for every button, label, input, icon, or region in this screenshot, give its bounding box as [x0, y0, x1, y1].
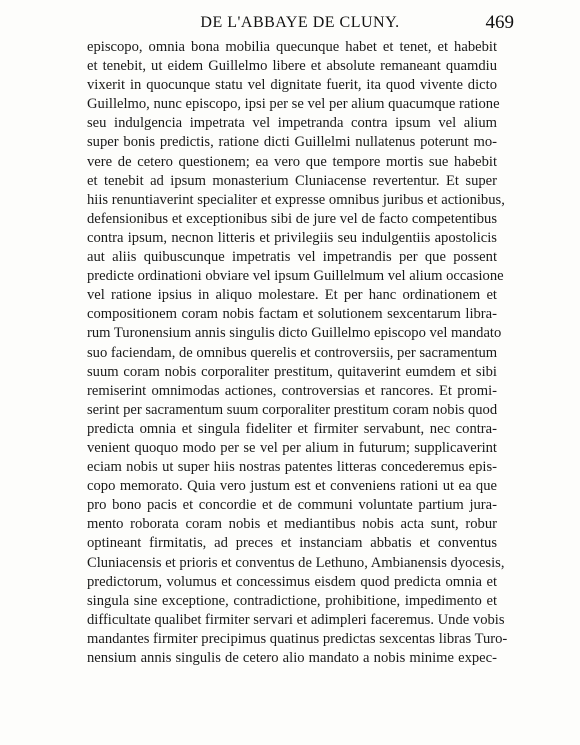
text-line: super bonis predictis, ratione dicti Guillelmi nullatenus poterunt mo- [87, 134, 497, 151]
page-number: 469 [485, 12, 514, 33]
text-line: optineant firmitatis, ad preces et instanciam abbatis et conventus [87, 535, 497, 552]
text-line: Guillelmo, nunc episcopo, ipsi per se vel per alium quacumque ratione [87, 96, 500, 113]
running-title: DE L'ABBAYE DE CLUNY. [200, 14, 400, 31]
text-line: mento roborata coram nobis et mediantibus nobis acta sunt, robur [87, 516, 497, 533]
text-line: singula sine exceptione, contradictione, prohibitione, impedimento et [87, 592, 497, 609]
text-line: et tenebit ad ipsum monasterium Cluniacense revertentur. Et super [87, 172, 497, 189]
text-line: vel ratione ipsius in aliquo molestare. Et per hanc ordinationem et [87, 287, 497, 304]
running-head [86, 14, 514, 38]
text-line: pro bono pacis et concordie et de communi voluntate partium jura- [87, 497, 497, 514]
text-line: contra ipsum, necnon litteris et privilegiis seu indulgentiis apostolicis [87, 229, 497, 246]
text-line: suum coram nobis corporaliter prestitum, quitaverint eumdem et sibi [87, 363, 497, 380]
text-line: et tenebit, ut eidem Guillelmo libere et absolute remaneant quamdiu [87, 58, 497, 75]
text-line: predicta omnia et singula fideliter et firmiter servabunt, nec contra- [87, 420, 497, 437]
text-line: seu indulgencia impetrata vel impetranda contra ipsum vel alium [87, 115, 497, 132]
text-line: Cluniacensis et prioris et conventus de Lethuno, Ambianensis dyocesis, [87, 554, 505, 571]
text-line: serint per sacramentum suum corporaliter prestitum coram nobis quod [87, 401, 498, 418]
text-line: predicte ordinationi obviare vel ipsum Guillelmum vel alium occasione [87, 268, 504, 285]
text-line: aut aliis quibuscunque impetratis vel impetrandis per que possent [87, 249, 497, 266]
text-line: rum Turonensium annis singulis dicto Guillelmo episcopo vel mandato [87, 325, 502, 342]
text-line: predictorum, volumus et concessimus eisdem quod predicta omnia et [87, 573, 497, 590]
text-line: vixerit in quocunque statu vel dignitate fuerit, ita quod vivente dicto [87, 77, 497, 94]
text-line: nensium annis singulis de cetero alio mandato a nobis minime expec- [87, 650, 497, 666]
text-line: hiis renuntiaverint specialiter et expresse omnibus juribus et actionibus, [87, 191, 505, 208]
text-line: copo memorato. Quia vero justum est et conveniens rationi ut ea que [87, 478, 497, 495]
text-line: vere de cetero questionem; ea vero que tempore mortis sue habebit [87, 153, 497, 170]
text-line: difficultate qualibet firmiter servari et adimpleri faceremus. Unde vobis [87, 611, 505, 628]
text-line: venient quoquo modo per se vel per alium in futurum; supplicaverint [87, 439, 497, 456]
text-line: eciam nobis ut super hiis nostras patentes litteras concederemus epis- [87, 459, 497, 476]
body-text [87, 38, 508, 668]
text-line: mandantes firmiter precipimus quatinus predictas sexcentas libras Turo- [87, 630, 508, 647]
text-line: compositionem coram nobis factam et solutionem sexcentarum libra- [87, 306, 497, 323]
text-line: remiserint omnimodas actiones, controversias et rancores. Et promi- [87, 382, 497, 399]
text-line: suo faciendam, de omnibus querelis et controversiis, per sacramentum [87, 344, 498, 361]
text-line: episcopo, omnia bona mobilia quecunque habet et tenet, et habebit [87, 39, 497, 55]
text-line: defensionibus et exceptionibus sibi de jure vel de facto competentibus [87, 210, 497, 227]
